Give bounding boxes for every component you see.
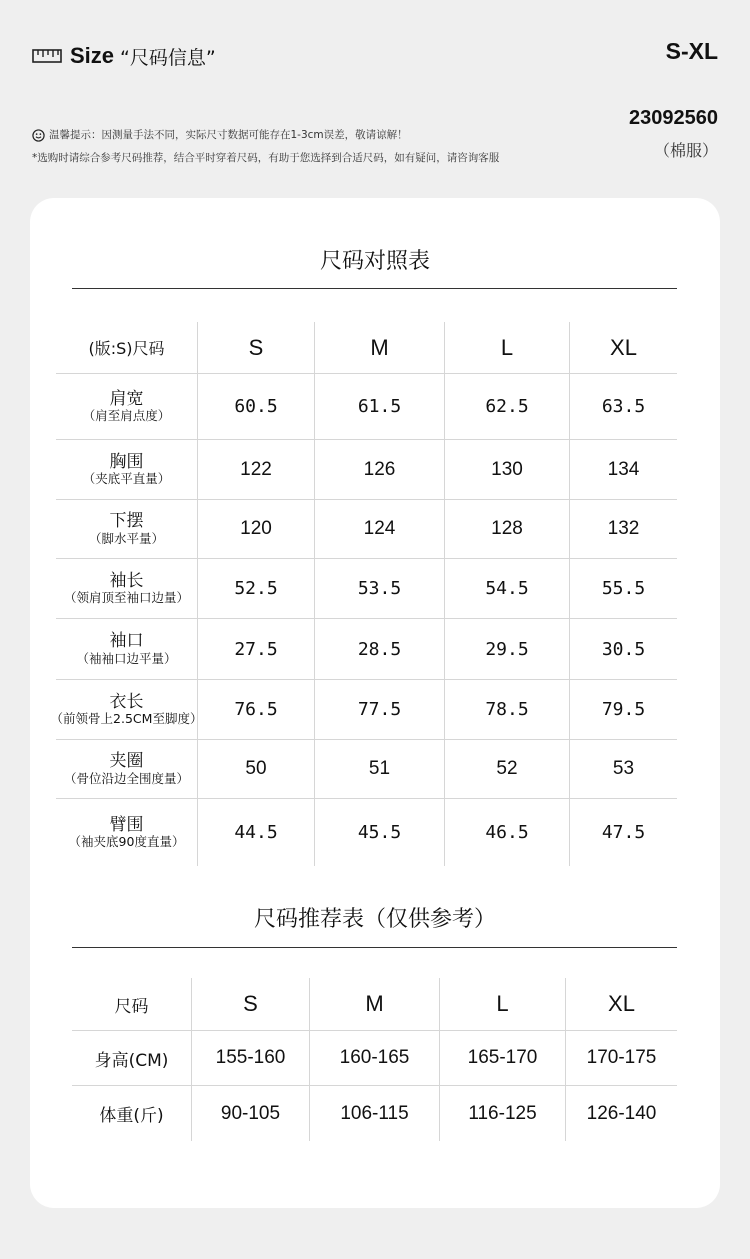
table-cell: 44.5 bbox=[198, 799, 315, 866]
row-label-height: 身高(CM) bbox=[72, 1031, 192, 1086]
table-cell: 155-160 bbox=[192, 1031, 310, 1086]
ruler-icon bbox=[32, 48, 62, 64]
table-cell: 52.5 bbox=[198, 559, 315, 619]
table-cell: 122 bbox=[198, 440, 315, 500]
recommend-header-s: S bbox=[192, 978, 310, 1031]
smile-icon bbox=[32, 129, 45, 142]
table-cell: 45.5 bbox=[315, 799, 445, 866]
table-cell: 60.5 bbox=[198, 374, 315, 440]
row-label-body-length: 衣长 （前领骨上2.5CM至脚度） bbox=[56, 680, 198, 740]
table-cell: 52 bbox=[445, 740, 570, 799]
table-cell: 54.5 bbox=[445, 559, 570, 619]
recommend-header-l: L bbox=[440, 978, 566, 1031]
recommend-divider bbox=[72, 947, 677, 948]
table-cell: 51 bbox=[315, 740, 445, 799]
recommend-title: 尺码推荐表（仅供参考） bbox=[253, 907, 496, 932]
tip-row-2 bbox=[32, 147, 499, 170]
table-cell: 46.5 bbox=[445, 799, 570, 866]
row-label-shoulder: 肩宽 （肩至肩点度） bbox=[56, 374, 198, 440]
tip-text-1: 温馨提示：因测量手法不同，实际尺寸数据可能存在1-3cm误差，敬请谅解！ bbox=[49, 129, 408, 141]
table-cell: 55.5 bbox=[570, 559, 677, 619]
recommend-corner: 尺码 bbox=[72, 978, 192, 1031]
table-cell: 120 bbox=[198, 500, 315, 559]
table-cell: 62.5 bbox=[445, 374, 570, 440]
recommend-header-xl: XL bbox=[566, 978, 677, 1031]
table-cell: 106-115 bbox=[310, 1086, 440, 1141]
table-cell: 78.5 bbox=[445, 680, 570, 740]
size-chart-title: 尺码对照表 bbox=[319, 249, 430, 274]
size-chart-corner: (版:S)尺码 bbox=[56, 322, 198, 374]
table-cell: 116-125 bbox=[440, 1086, 566, 1141]
table-cell: 61.5 bbox=[315, 374, 445, 440]
recommend-header-m: M bbox=[310, 978, 440, 1031]
table-cell: 124 bbox=[315, 500, 445, 559]
row-label-sleeve-length: 袖长 （领肩顶至袖口边量） bbox=[56, 559, 198, 619]
table-cell: 170-175 bbox=[566, 1031, 677, 1086]
size-chart-header-s: S bbox=[198, 322, 315, 374]
row-label-cuff: 袖口 （袖袖口边平量） bbox=[56, 619, 198, 680]
table-cell: 53 bbox=[570, 740, 677, 799]
table-cell: 77.5 bbox=[315, 680, 445, 740]
table-cell: 130 bbox=[445, 440, 570, 500]
table-cell: 30.5 bbox=[570, 619, 677, 680]
tip-row-1 bbox=[32, 124, 499, 147]
row-label-arm-circumference: 臂围 （袖夹底90度直量） bbox=[56, 799, 198, 866]
table-cell: 79.5 bbox=[570, 680, 677, 740]
size-range: S-XL bbox=[665, 38, 718, 64]
table-cell: 29.5 bbox=[445, 619, 570, 680]
table-cell: 76.5 bbox=[198, 680, 315, 740]
table-cell: 63.5 bbox=[570, 374, 677, 440]
table-cell: 126 bbox=[315, 440, 445, 500]
size-chart-header-m: M bbox=[315, 322, 445, 374]
tip-text-2: *选购时请综合参考尺码推荐，结合平时穿着尺码，有助于您选择到合适尺码，如有疑问，请咨询客服 bbox=[32, 152, 500, 164]
size-chart-header-xl: XL bbox=[570, 322, 677, 374]
header-title bbox=[32, 40, 216, 72]
size-subtitle: “尺码信息” bbox=[120, 46, 216, 69]
product-code: 23092560 bbox=[629, 107, 718, 129]
table-cell: 53.5 bbox=[315, 559, 445, 619]
table-cell: 134 bbox=[570, 440, 677, 500]
size-chart-divider bbox=[72, 288, 677, 289]
tips bbox=[32, 124, 499, 170]
table-cell: 132 bbox=[570, 500, 677, 559]
table-cell: 50 bbox=[198, 740, 315, 799]
table-cell: 27.5 bbox=[198, 619, 315, 680]
row-label-chest: 胸围 （夹底平直量） bbox=[56, 440, 198, 500]
table-cell: 126-140 bbox=[586, 1102, 657, 1124]
size-word: Size bbox=[70, 43, 115, 68]
table-cell: 28.5 bbox=[315, 619, 445, 680]
table-cell: 47.5 bbox=[601, 822, 646, 843]
table-cell: 128 bbox=[445, 500, 570, 559]
table-cell: 90-105 bbox=[192, 1086, 310, 1141]
size-chart-table bbox=[50, 322, 677, 866]
row-label-weight: 体重(斤) bbox=[72, 1086, 192, 1141]
row-label-armhole: 夹圈 （骨位沿边全围度量） bbox=[56, 740, 198, 799]
recommend-table bbox=[72, 978, 677, 1141]
table-cell: 165-170 bbox=[440, 1031, 566, 1086]
row-label-hem: 下摆 （脚水平量） bbox=[56, 500, 198, 559]
table-cell: 160-165 bbox=[310, 1031, 440, 1086]
size-chart-header-l: L bbox=[445, 322, 570, 374]
material-label: （棉服） bbox=[653, 141, 718, 160]
